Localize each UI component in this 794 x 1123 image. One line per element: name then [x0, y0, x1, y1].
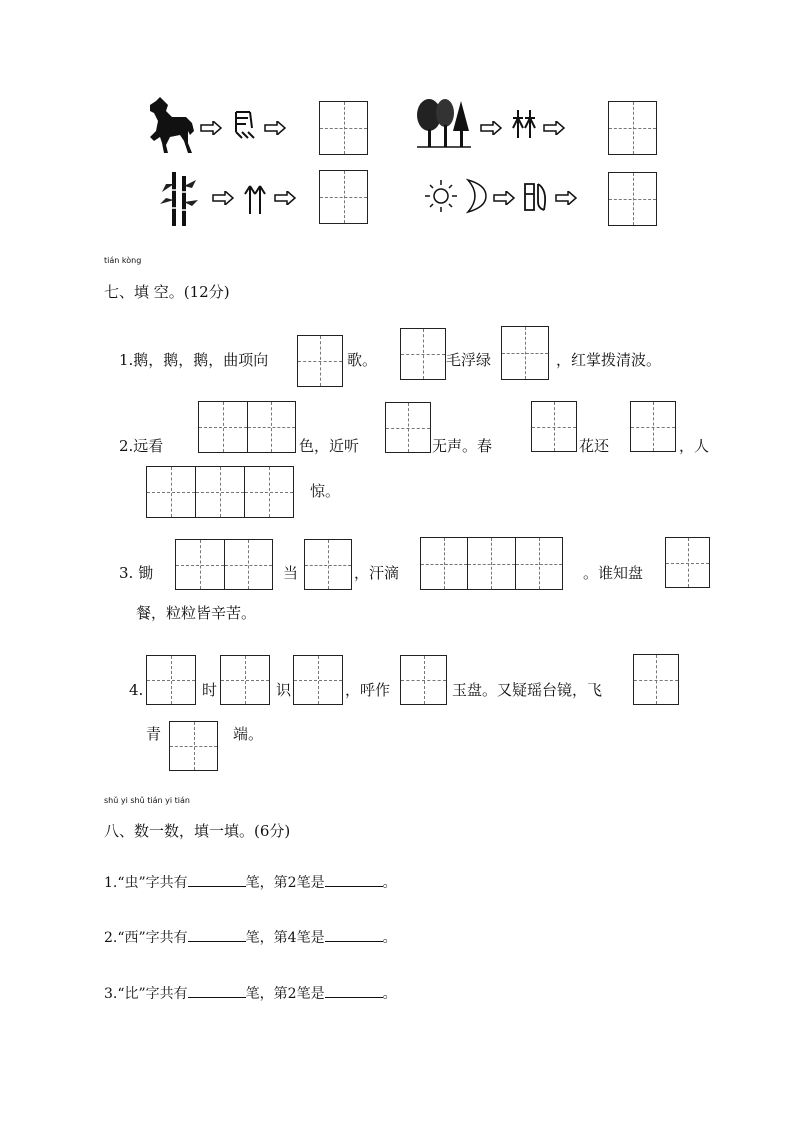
tian-grid-box[interactable]	[400, 328, 446, 380]
answer-blank[interactable]	[188, 872, 246, 887]
tian-grid-box[interactable]	[304, 539, 352, 590]
section-pinyin: shǔ yi shǔ tián yi tián	[104, 796, 190, 805]
tian-grid-box[interactable]	[220, 655, 270, 705]
tian-grid-box[interactable]	[146, 655, 196, 705]
tian-grid-box[interactable]	[293, 655, 343, 705]
arrow-icon	[480, 121, 502, 135]
tian-grid-box[interactable]	[501, 326, 549, 380]
question-text: 端。	[233, 725, 264, 743]
tian-grid-box[interactable]	[400, 655, 447, 705]
horse-ancient-glyph-icon	[232, 108, 256, 144]
tian-grid-box[interactable]	[319, 101, 368, 155]
arrow-icon	[212, 191, 234, 205]
question-text: 惊。	[310, 482, 341, 500]
arrow-icon	[274, 191, 296, 205]
tian-grid-box[interactable]	[385, 402, 431, 453]
question-mid: 笔，第2笔是	[245, 986, 325, 1002]
question-text: 无声。春	[432, 437, 493, 455]
question-text: 色，近听	[299, 437, 360, 455]
question-mid: 笔，第4笔是	[245, 930, 325, 946]
answer-blank[interactable]	[325, 872, 383, 887]
tian-grid-box[interactable]	[297, 335, 343, 387]
horse-icon	[146, 95, 198, 155]
question-text: ，人	[679, 437, 710, 455]
stroke-question	[104, 872, 397, 893]
question-text: 识	[276, 681, 292, 699]
answer-blank[interactable]	[188, 983, 246, 998]
forest-ancient-glyph-icon	[512, 108, 536, 140]
question-text: 3. 锄	[119, 564, 154, 582]
arrow-icon	[493, 191, 515, 205]
tian-grid-box[interactable]	[420, 537, 563, 590]
question-end: 。	[382, 986, 397, 1002]
tian-grid-box[interactable]	[169, 721, 218, 771]
question-text: 时	[202, 681, 218, 699]
question-text: ，汗滴	[354, 564, 400, 582]
tian-grid-box[interactable]	[665, 537, 710, 588]
trees-icon	[415, 95, 473, 150]
bright-ancient-glyph-icon	[522, 180, 548, 214]
stroke-question	[104, 927, 397, 948]
question-text: ，呼作	[345, 681, 391, 699]
tian-grid-box[interactable]	[198, 401, 296, 453]
arrow-icon	[543, 121, 565, 135]
bamboo-ancient-glyph-icon	[243, 184, 267, 216]
arrow-icon	[200, 121, 222, 135]
question-text: 。谁知盘	[583, 564, 644, 582]
question-end: 。	[382, 875, 397, 891]
section-title: 七、填 空。(12分)	[104, 283, 230, 301]
stroke-question	[104, 983, 397, 1004]
answer-blank[interactable]	[325, 927, 383, 942]
tian-grid-box[interactable]	[531, 401, 577, 452]
question-text: 玉盘。又疑瑶台镜，飞	[452, 681, 603, 699]
question-char: 3.“比”字共有	[104, 986, 188, 1002]
question-end: 。	[382, 930, 397, 946]
tian-grid-box[interactable]	[319, 170, 368, 224]
question-text: 毛浮绿	[446, 351, 492, 369]
tian-grid-box[interactable]	[175, 539, 273, 590]
section-title: 八、数一数，填一填。(6分)	[104, 822, 291, 840]
section-pinyin: tián kòng	[104, 256, 142, 265]
question-text: 青	[146, 725, 162, 743]
question-text: 花还	[579, 437, 610, 455]
answer-blank[interactable]	[325, 983, 383, 998]
tian-grid-box[interactable]	[630, 401, 676, 452]
bamboo-icon	[158, 170, 200, 228]
question-text: 1.鹅，鹅，鹅，曲项向	[119, 351, 269, 369]
arrow-icon	[555, 191, 577, 205]
question-mid: 笔，第2笔是	[245, 875, 325, 891]
question-text: 4.	[129, 681, 144, 699]
question-text: 2.远看	[119, 437, 164, 455]
tian-grid-box[interactable]	[608, 101, 657, 155]
question-text: 歌。	[347, 351, 378, 369]
question-text: ，红掌拨清波。	[556, 351, 662, 369]
tian-grid-box[interactable]	[633, 654, 679, 705]
question-text: 餐，粒粒皆辛苦。	[136, 604, 257, 622]
sun-moon-icon	[424, 177, 490, 215]
question-char: 1.“虫”字共有	[104, 875, 188, 891]
answer-blank[interactable]	[188, 927, 246, 942]
arrow-icon	[264, 121, 286, 135]
question-char: 2.“西”字共有	[104, 930, 188, 946]
tian-grid-box[interactable]	[146, 466, 294, 518]
question-text: 当	[283, 564, 299, 582]
tian-grid-box[interactable]	[608, 172, 657, 226]
